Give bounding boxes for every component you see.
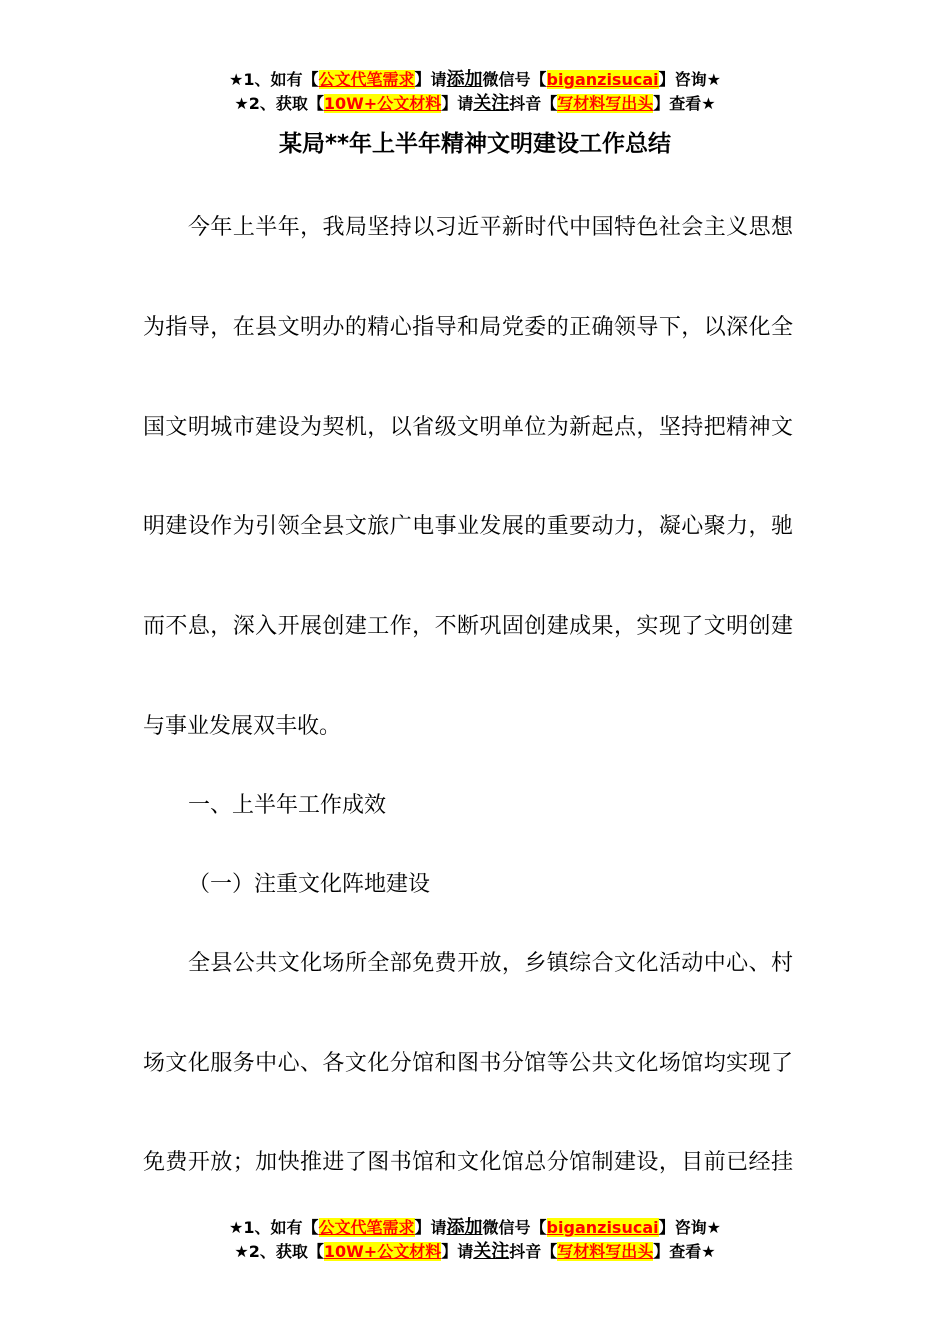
promo-emphasis-add: 添加 <box>446 1217 483 1238</box>
promo-highlight-service: 公文代笔需求 <box>318 70 415 89</box>
promo-text: 抖音【 <box>509 1242 558 1261</box>
paragraph-line: 而不息，深入开展创建工作，不断巩固创建成果，实现了文明创建 <box>143 614 793 639</box>
section-heading: 一、上半年工作成效 <box>188 793 387 818</box>
promo-text: 】请 <box>414 70 447 89</box>
promo-highlight-service: 公文代笔需求 <box>318 1218 415 1237</box>
promo-text: ★2、获取【 <box>234 1242 324 1261</box>
promo-text: 】咨询★ <box>658 70 721 89</box>
promo-text: 抖音【 <box>509 94 558 113</box>
promo-banner-bottom <box>0 1216 950 1264</box>
promo-highlight-wechat-id: biganzisucai <box>546 1218 659 1237</box>
promo-highlight-materials: 10W+公文材料 <box>323 1242 442 1261</box>
promo-text: 微信号【 <box>482 70 547 89</box>
promo-text: 】查看★ <box>653 94 716 113</box>
paragraph-line: 明建设作为引领全县文旅广电事业发展的重要动力，凝心聚力，驰 <box>143 514 793 539</box>
promo-emphasis-follow: 关注 <box>473 93 510 114</box>
paragraph-line: 今年上半年，我局坚持以习近平新时代中国特色社会主义思想 <box>188 215 793 240</box>
promo-text: ★2、获取【 <box>234 94 324 113</box>
promo-text: 】查看★ <box>653 1242 716 1261</box>
promo-emphasis-add: 添加 <box>446 69 483 90</box>
promo-line-2 <box>0 92 950 116</box>
promo-text: 】请 <box>414 1218 447 1237</box>
document-title: 某局**年上半年精神文明建设工作总结 <box>278 131 672 157</box>
promo-highlight-wechat-id: biganzisucai <box>546 70 659 89</box>
paragraph-line: 为指导，在县文明办的精心指导和局党委的正确领导下，以深化全 <box>143 315 793 340</box>
promo-highlight-douyin: 写材料写出头 <box>557 94 654 113</box>
promo-line-1 <box>0 1216 950 1240</box>
promo-highlight-douyin: 写材料写出头 <box>557 1242 654 1261</box>
paragraph-line: 免费开放；加快推进了图书馆和文化馆总分馆制建设，目前已经挂 <box>143 1150 793 1175</box>
promo-text: 】请 <box>441 94 474 113</box>
promo-text: 】咨询★ <box>658 1218 721 1237</box>
promo-line-2 <box>0 1240 950 1264</box>
paragraph-line: 场文化服务中心、各文化分馆和图书分馆等公共文化场馆均实现了 <box>143 1051 793 1076</box>
paragraph-line: 与事业发展双丰收。 <box>143 714 342 739</box>
promo-text: 微信号【 <box>482 1218 547 1237</box>
promo-emphasis-follow: 关注 <box>473 1241 510 1262</box>
paragraph-line: 国文明城市建设为契机，以省级文明单位为新起点，坚持把精神文 <box>143 415 793 440</box>
promo-text: 】请 <box>441 1242 474 1261</box>
subsection-heading: （一）注重文化阵地建设 <box>188 872 431 897</box>
promo-highlight-materials: 10W+公文材料 <box>323 94 442 113</box>
paragraph-line: 全县公共文化场所全部免费开放，乡镇综合文化活动中心、村 <box>188 951 793 976</box>
promo-line-1 <box>0 68 950 92</box>
promo-banner-top <box>0 68 950 116</box>
promo-text: ★1、如有【 <box>229 70 319 89</box>
promo-text: ★1、如有【 <box>229 1218 319 1237</box>
